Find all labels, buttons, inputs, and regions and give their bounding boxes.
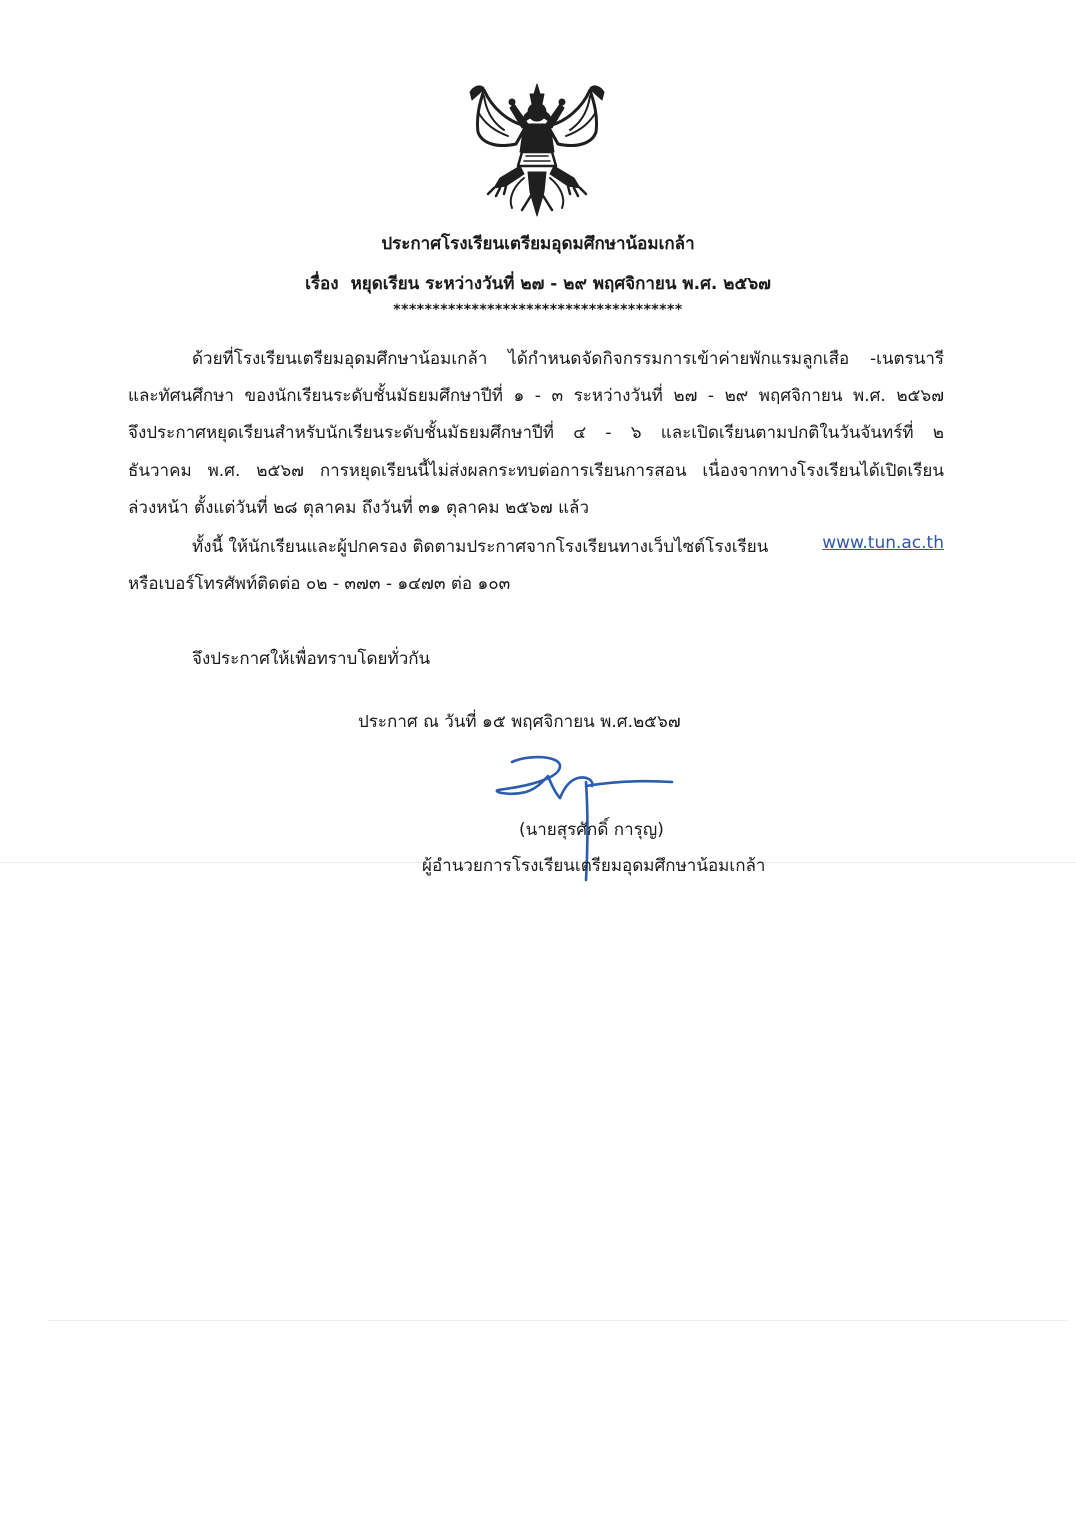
paragraph-line: จึงประกาศหยุดเรียนสำหรับนักเรียนระดับชั้นมัธยมศึกษาปีที่ ๔ - ๖ และเปิดเรียนตามปกติในวันจันทร์ที่ ๒: [128, 423, 944, 443]
signer-name: (นายสุรศักดิ์ การุญ): [519, 820, 664, 840]
contact-paragraph: [192, 533, 944, 560]
announcement-date: ประกาศ ณ วันที่ ๑๕ พฤศจิกายน พ.ศ.๒๕๖๗: [358, 712, 681, 732]
announcement-subject: [0, 270, 1076, 297]
paragraph-line: ด้วยที่โรงเรียนเตรียมอุดมศึกษาน้อมเกล้า ได้กำหนดจัดกิจกรรมการเข้าค่ายพักแรมลูกเสือ -เนตรนารี: [192, 349, 944, 369]
paragraph-line: ล่วงหน้า ตั้งแต่วันที่ ๒๘ ตุลาคม ถึงวันที่ ๓๑ ตุลาคม ๒๕๖๗ แล้ว: [128, 498, 590, 518]
phone-line: หรือเบอร์โทรศัพท์ติดต่อ ๐๒ - ๓๗๓ - ๑๔๗๓ ต่อ ๑๐๓: [128, 574, 511, 594]
subject-prefix: เรื่อง: [305, 274, 339, 294]
scan-artifact-line: [48, 1320, 1068, 1321]
paragraph-line: ธันวาคม พ.ศ. ๒๕๖๗ การหยุดเรียนนี้ไม่ส่งผลกระทบต่อการเรียนการสอน เนื่องจากทางโรงเรียนได้เปิดเรียน: [128, 461, 944, 481]
announcement-title: ประกาศโรงเรียนเตรียมอุดมศึกษาน้อมเกล้า: [381, 234, 695, 254]
signer-position: ผู้อำนวยการโรงเรียนเตรียมอุดมศึกษาน้อมเกล้า: [422, 856, 766, 876]
garuda-emblem-icon: [464, 82, 610, 220]
contact-text: ทั้งนี้ ให้นักเรียนและผู้ปกครอง ติดตามประกาศจากโรงเรียนทางเว็บไซต์โรงเรียน: [192, 537, 769, 557]
title-separator: *************************************: [393, 302, 683, 318]
website-link[interactable]: www.tun.ac.th: [822, 533, 944, 553]
subject-text: หยุดเรียน ระหว่างวันที่ ๒๗ - ๒๙ พฤศจิกายน พ.ศ. ๒๕๖๗: [350, 274, 771, 294]
paragraph-line: และทัศนศึกษา ของนักเรียนระดับชั้นมัธยมศึกษาปีที่ ๑ - ๓ ระหว่างวันที่ ๒๗ - ๒๙ พฤศจิกายน พ.ศ. ๒๕๖๗: [128, 386, 944, 406]
closing-statement: จึงประกาศให้เพื่อทราบโดยทั่วกัน: [192, 649, 431, 669]
